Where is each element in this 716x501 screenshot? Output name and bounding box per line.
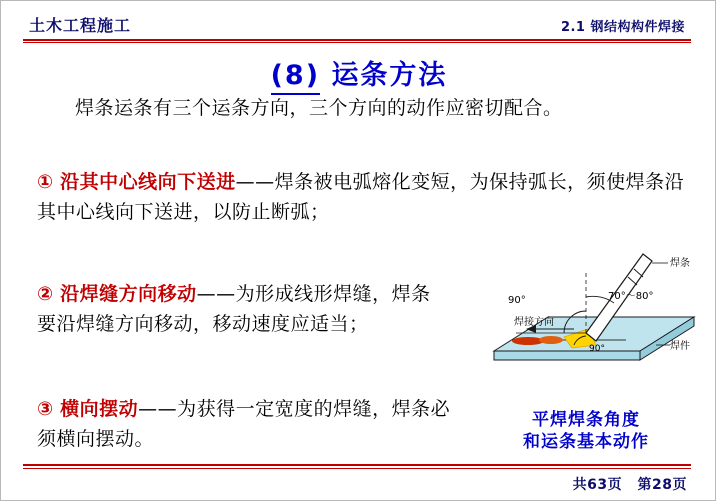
footer-divider-thin	[23, 468, 691, 469]
item-1-rest: 焊条被电弧熔化变短，为保持弧长，须使焊条沿其中心线向下送进，以防止断弧；	[37, 171, 685, 224]
svg-text:焊条: 焊条	[670, 258, 690, 269]
list-item-3	[37, 394, 457, 455]
svg-text:70°～80°: 70°～80°	[608, 291, 654, 302]
page-indicator	[563, 474, 687, 494]
header-divider	[23, 39, 691, 41]
section-title: 2.1 钢结构构件焊接	[560, 20, 685, 35]
list-item-1	[37, 167, 685, 228]
course-title: 土木工程施工	[29, 16, 132, 35]
svg-text:焊件: 焊件	[670, 341, 690, 352]
welding-angle-diagram	[456, 233, 706, 413]
page-title-number: (8)	[271, 60, 320, 95]
item-3-rest: 为获得一定宽度的焊缝，焊条必须横向摆动。	[37, 398, 451, 451]
item-2-dash: ——	[196, 283, 236, 305]
intro-paragraph	[37, 94, 681, 127]
item-3-lead: 横向摆动	[60, 398, 139, 420]
item-2-lead: 沿焊缝方向移动	[60, 283, 197, 305]
item-3-dash: ——	[138, 398, 178, 420]
svg-text:90°: 90°	[589, 344, 605, 354]
item-1-lead: 沿其中心线向下送进	[60, 171, 236, 193]
figure-caption-line2: 和运条基本动作	[523, 432, 649, 453]
list-item-2	[37, 279, 437, 340]
footer-divider	[23, 464, 691, 466]
page-title	[1, 53, 716, 92]
slide-header	[1, 11, 716, 43]
figure-caption	[471, 409, 701, 453]
figure-caption-line1: 平焊焊条角度	[532, 410, 640, 430]
current-page: 第28页	[637, 477, 687, 493]
page-title-text: 运条方法	[331, 60, 448, 91]
item-2-rest: 为形成线形焊缝，焊条要沿焊缝方向移动，移动速度应适当；	[37, 283, 431, 336]
item-1-marker: ①	[37, 171, 54, 193]
total-pages: 共63页	[572, 477, 623, 493]
intro-text: 焊条运条有三个运条方向，三个方向的动作应密切配合。	[75, 97, 563, 119]
item-2-marker: ②	[37, 283, 54, 305]
item-1-dash: ——	[235, 171, 275, 193]
item-3-marker: ③	[37, 398, 54, 420]
header-divider-thin	[23, 42, 691, 43]
svg-text:焊接方向: 焊接方向	[514, 317, 554, 328]
svg-text:90°: 90°	[508, 295, 526, 306]
